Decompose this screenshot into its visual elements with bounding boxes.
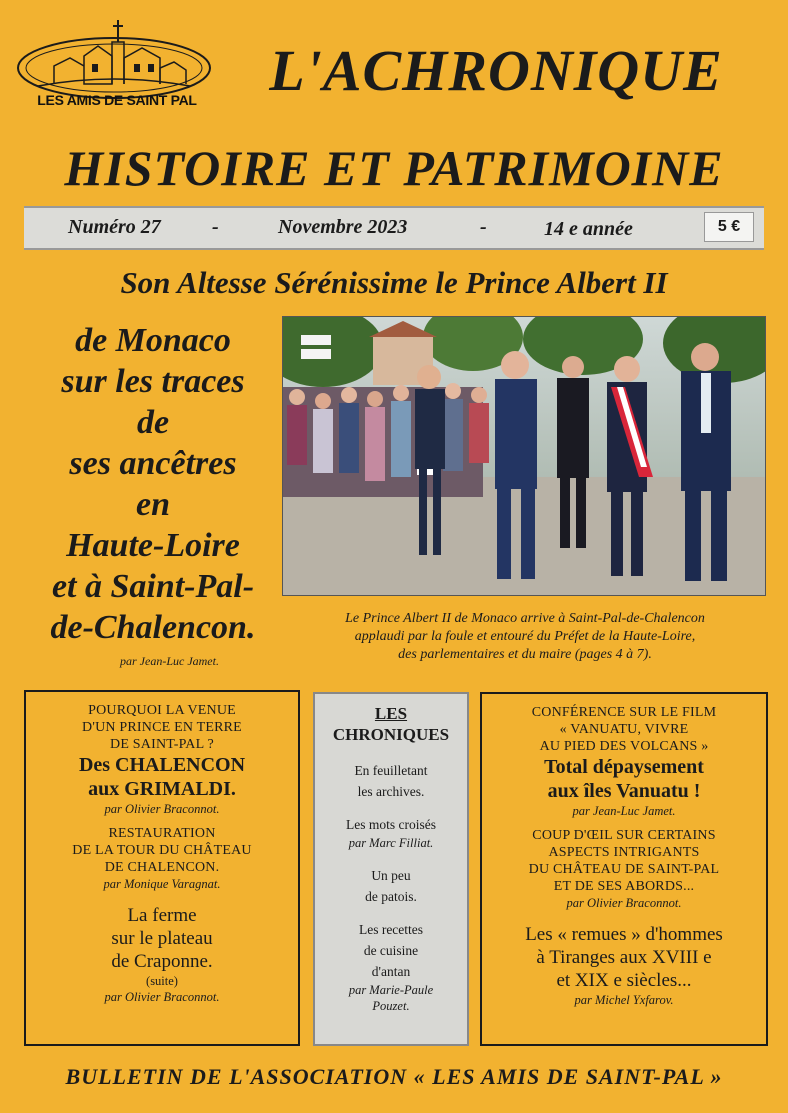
article-title: et XIX e siècles... <box>556 970 692 991</box>
article-kicker: COUP D'ŒIL SUR CERTAINS <box>532 828 716 843</box>
article-title: Les « remues » d'hommes <box>525 924 723 945</box>
lead-line: ses ancêtres <box>69 445 237 482</box>
article-box-right <box>480 692 768 1046</box>
article-title: à Tiranges aux XVIII e <box>536 947 712 968</box>
issue-date: Novembre 2023 <box>278 216 408 238</box>
article-title: Des CHALENCON <box>78 754 246 776</box>
masthead-title: L'ACHRONIQUE <box>269 38 723 103</box>
caption-line: applaudi par la foule et entouré du Préfet de la Haute-Loire, <box>354 629 696 644</box>
issue-separator: - <box>212 216 219 238</box>
headline: Son Altesse Sérénissime le Prince Albert II <box>120 265 668 300</box>
article-kicker: RESTAURATION <box>108 826 216 841</box>
chronicles-title: CHRONIQUES <box>332 725 450 744</box>
article-title: de Craponne. <box>111 951 213 972</box>
chronicle-item: Les mots croisés <box>346 817 436 832</box>
article-kicker: DU CHÂTEAU DE SAINT-PAL <box>528 862 720 877</box>
chronicle-author: par Marie-Paule <box>348 983 434 997</box>
article-kicker: CONFÉRENCE SUR LE FILM <box>531 705 717 720</box>
article-kicker: D'UN PRINCE EN TERRE <box>82 720 242 735</box>
issue-bar <box>24 206 764 250</box>
article-title: aux GRIMALDI. <box>88 778 236 800</box>
chronicle-author: Pouzet. <box>372 999 410 1013</box>
chronicle-item: de patois. <box>365 889 417 904</box>
footer-bulletin: BULLETIN DE L'ASSOCIATION « LES AMIS DE SAINT-PAL » <box>65 1064 723 1089</box>
lead-line: de-Chalencon. <box>50 609 256 646</box>
chronicle-item: Les recettes <box>358 922 424 937</box>
lead-line: sur les traces <box>61 363 245 400</box>
logo-text: LES AMIS DE SAINT PAL <box>37 92 197 108</box>
issue-separator: - <box>480 216 487 238</box>
lead-line: en <box>136 486 170 523</box>
lead-line: de Monaco <box>75 322 231 359</box>
article-author: par Olivier Braconnot. <box>104 802 220 816</box>
article-author: par Michel Yxfarov. <box>574 993 674 1007</box>
lead-line: de <box>136 404 170 441</box>
article-author: par Monique Varagnat. <box>103 877 221 891</box>
article-kicker: DE CHALENCON. <box>104 860 220 875</box>
article-kicker: DE SAINT-PAL ? <box>110 737 214 752</box>
caption-line: des parlementaires et du maire (pages 4 à 7). <box>398 647 652 662</box>
lead-line: et à Saint-Pal- <box>51 568 255 605</box>
association-logo <box>14 12 214 124</box>
article-title: Total dépaysement <box>544 756 704 778</box>
chronicle-item: d'antan <box>371 964 411 979</box>
masthead-subtitle: HISTOIRE ET PATRIMOINE <box>64 140 724 196</box>
article-author: par Olivier Braconnot. <box>566 896 682 910</box>
article-title: sur le plateau <box>111 928 213 949</box>
prince-visit-photo <box>282 316 766 596</box>
chronicle-item: de cuisine <box>363 943 419 958</box>
issue-number: Numéro 27 <box>68 216 161 238</box>
chronicle-author: par Marc Filliat. <box>348 836 434 850</box>
price-badge: 5 € <box>704 212 754 242</box>
article-title: aux îles Vanuatu ! <box>547 780 701 802</box>
lead-author: par Jean-Luc Jamet. <box>120 654 219 668</box>
article-kicker: ET DE SES ABORDS... <box>553 879 695 894</box>
article-note: (suite) <box>146 974 178 988</box>
article-author: par Jean-Luc Jamet. <box>572 804 676 818</box>
caption-line: Le Prince Albert II de Monaco arrive à Saint-Pal-de-Chalencon <box>345 611 705 626</box>
chronicle-item: En feuilletant <box>354 763 428 778</box>
lead-line: Haute-Loire <box>66 527 240 564</box>
article-box-left <box>24 690 300 1046</box>
issue-year: 14 e année <box>544 218 633 240</box>
chronicle-item: les archives. <box>357 784 425 799</box>
article-kicker: AU PIED DES VOLCANS » <box>539 739 709 754</box>
chronicles-title: LES <box>374 704 408 723</box>
article-title: La ferme <box>127 905 197 926</box>
lead-text <box>24 320 282 648</box>
article-kicker: « VANUATU, VIVRE <box>559 722 689 737</box>
article-kicker: ASPECTS INTRIGANTS <box>548 845 700 860</box>
chronicles-box <box>313 692 469 1046</box>
article-kicker: DE LA TOUR DU CHÂTEAU <box>72 843 252 858</box>
article-author: par Olivier Braconnot. <box>104 990 220 1004</box>
photo-illustration-icon <box>283 317 765 595</box>
chronicle-item: Un peu <box>371 868 411 883</box>
photo-caption <box>290 610 760 664</box>
article-kicker: POURQUOI LA VENUE <box>88 703 236 718</box>
